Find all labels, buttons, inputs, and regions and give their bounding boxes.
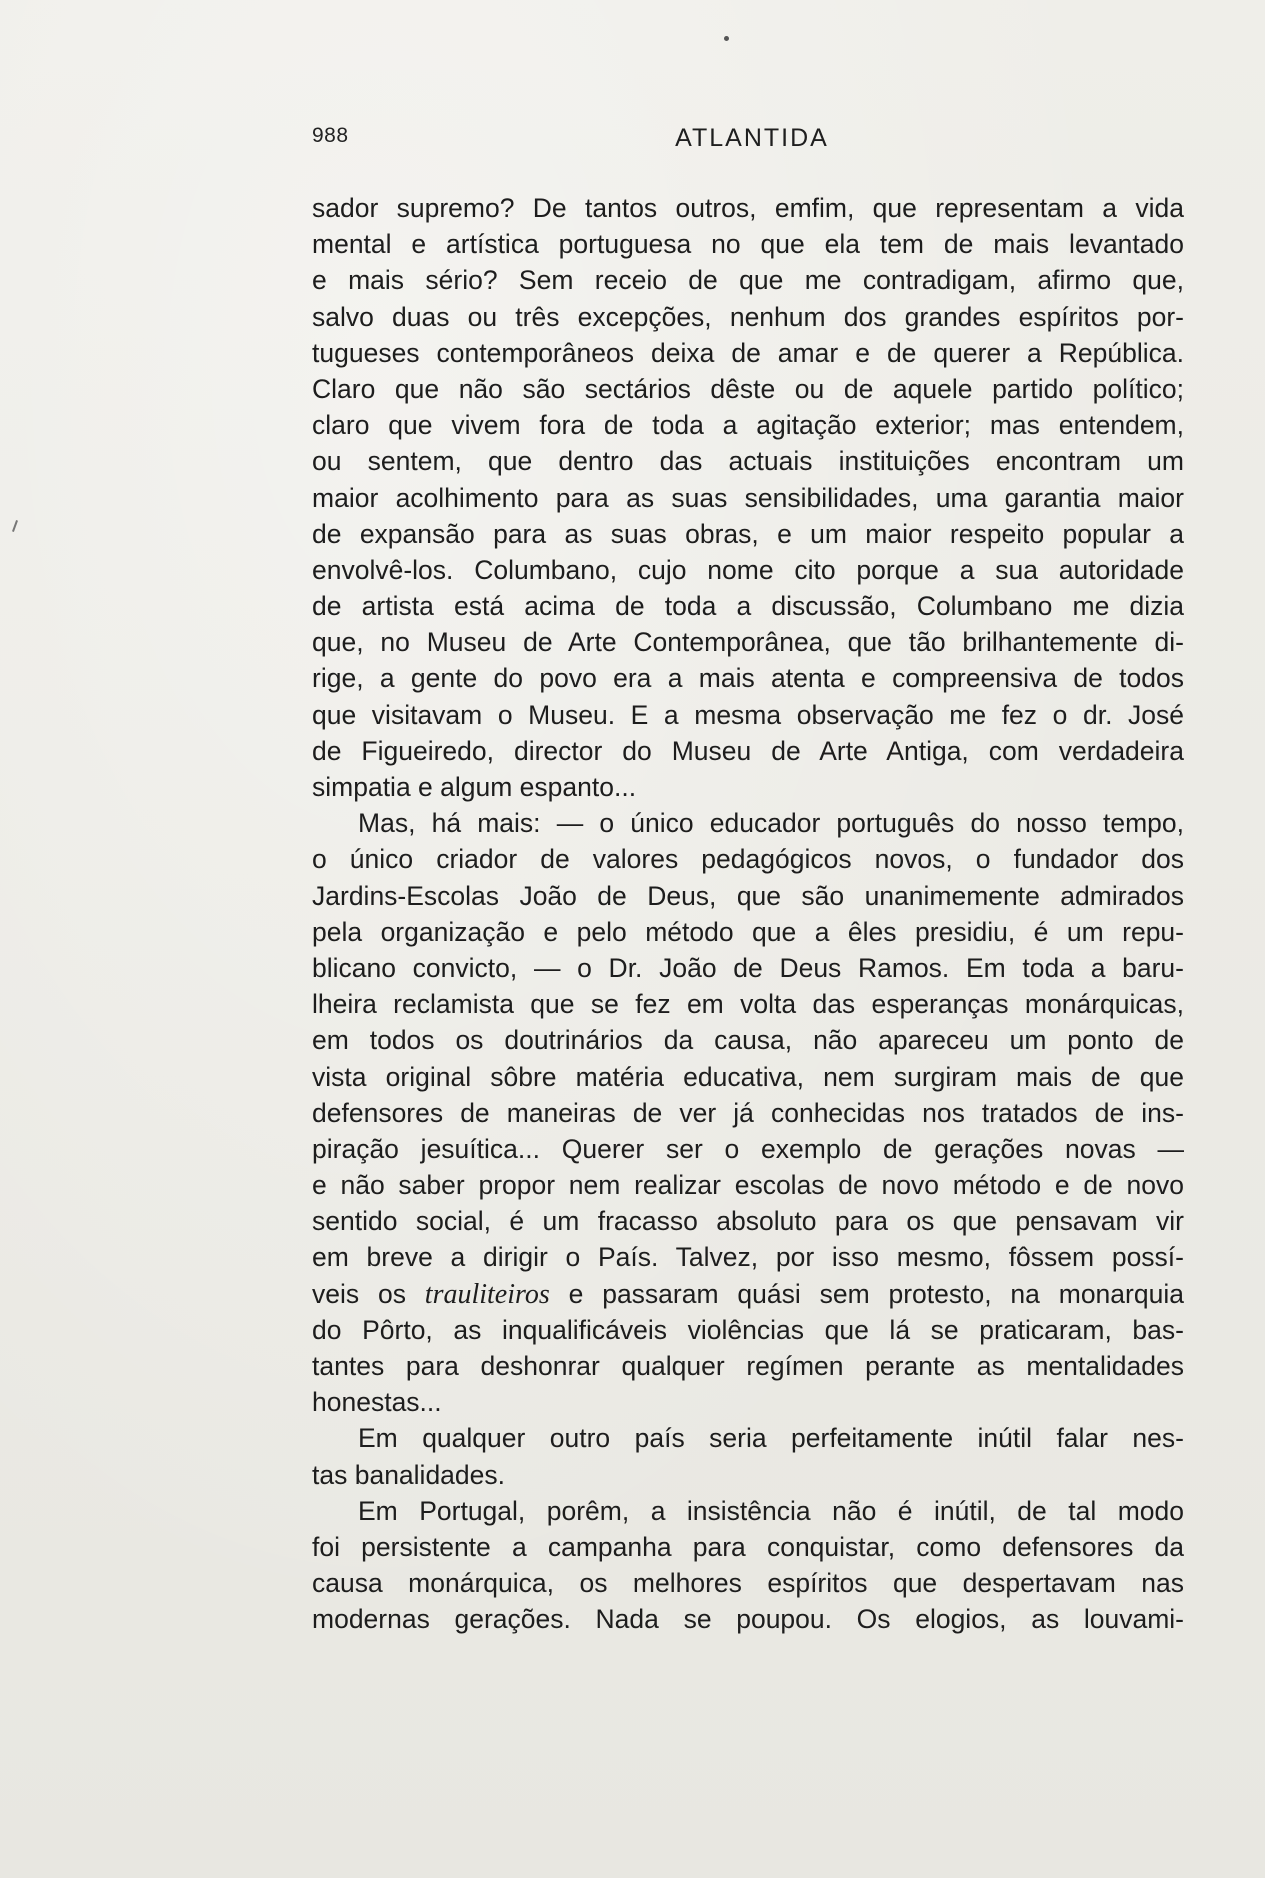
text-line: tas banalidades. bbox=[312, 1459, 506, 1490]
text-line: honestas... bbox=[312, 1387, 442, 1418]
text-line: foi persistente a campanha para conquistar, como defensores da bbox=[312, 1531, 1184, 1562]
margin-mark bbox=[12, 520, 18, 532]
text-line: mental e artística portuguesa no que ela tem de mais levantado bbox=[312, 229, 1184, 260]
text-line: vista original sôbre matéria educativa, nem surgiram mais de que bbox=[312, 1061, 1184, 1092]
ink-speck bbox=[724, 36, 729, 41]
text-line: sentido social, é um fracasso absoluto para os que pensavam vir bbox=[312, 1206, 1184, 1237]
page-number: 988 bbox=[312, 124, 349, 147]
paragraph-start-line: Em qualquer outro país seria perfeitamente inútil falar nes- bbox=[358, 1423, 1184, 1454]
text-line: piração jesuítica... Querer ser o exemplo de gerações novas — bbox=[312, 1133, 1184, 1164]
paragraph-start-line: Em Portugal, porêm, a insistência não é inútil, de tal modo bbox=[358, 1495, 1184, 1526]
article-body bbox=[312, 190, 1184, 1638]
text-line: em todos os doutrinários da causa, não apareceu um ponto de bbox=[312, 1025, 1184, 1056]
text-line: tugueses contemporâneos deixa de amar e de querer a República. bbox=[312, 337, 1184, 368]
running-head bbox=[312, 124, 1192, 154]
text-line: o único criador de valores pedagógicos novos, o fundador dos bbox=[312, 844, 1184, 875]
text-line: blicano convicto, — o Dr. João de Deus Ramos. Em toda a baru- bbox=[312, 952, 1184, 983]
text-line: modernas gerações. Nada se poupou. Os elogios, as louvami- bbox=[312, 1604, 1184, 1635]
text-fragment: e passaram quási sem protesto, na monarquia bbox=[568, 1278, 1184, 1309]
text-line: e mais sério? Sem receio de que me contradigam, afirmo que, bbox=[312, 265, 1184, 296]
text-line: de Figueiredo, director do Museu de Arte Antiga, com verdadeira bbox=[312, 735, 1184, 766]
text-line: do Pôrto, as inqualificáveis violências que lá se praticaram, bas- bbox=[312, 1314, 1184, 1345]
text-line: pela organização e pelo método que a êles presidiu, é um repu- bbox=[312, 916, 1184, 947]
text-line: causa monárquica, os melhores espíritos que despertavam nas bbox=[312, 1568, 1184, 1599]
text-line: salvo duas ou três excepções, nenhum dos grandes espíritos por- bbox=[312, 301, 1184, 332]
text-line: rige, a gente do povo era a mais atenta e compreensiva de todos bbox=[312, 663, 1184, 694]
text-line: de expansão para as suas obras, e um maior respeito popular a bbox=[312, 518, 1184, 549]
text-line: Claro que não são sectários dêste ou de aquele partido político; bbox=[312, 373, 1184, 404]
text-line: ou sentem, que dentro das actuais instituições encontram um bbox=[312, 446, 1184, 477]
text-line: maior acolhimento para as suas sensibilidades, uma garantia maior bbox=[312, 482, 1184, 513]
text-line: de artista está acima de toda a discussão, Columbano me dizia bbox=[312, 591, 1184, 622]
text-line: defensores de maneiras de ver já conhecidas nos tratados de ins- bbox=[312, 1097, 1184, 1128]
italic-term: trauliteiros bbox=[424, 1278, 550, 1310]
text-line: claro que vivem fora de toda a agitação exterior; mas entendem, bbox=[312, 410, 1184, 441]
text-line: que visitavam o Museu. E a mesma observação me fez o dr. José bbox=[312, 699, 1184, 730]
text-line: e não saber propor nem realizar escolas de novo método e de novo bbox=[312, 1170, 1184, 1201]
journal-title: ATLANTIDA bbox=[675, 124, 829, 152]
text-line: Jardins-Escolas João de Deus, que são unanimemente admirados bbox=[312, 880, 1184, 911]
text-line-with-italic bbox=[312, 1276, 1184, 1312]
text-fragment: veis os bbox=[312, 1278, 406, 1309]
text-line: envolvê-los. Columbano, cujo nome cito porque a sua autoridade bbox=[312, 554, 1184, 585]
text-line: em breve a dirigir o País. Talvez, por isso mesmo, fôssem possí- bbox=[312, 1242, 1184, 1273]
paragraph-start-line: Mas, há mais: — o único educador português do nosso tempo, bbox=[358, 808, 1184, 839]
text-line: lheira reclamista que se fez em volta das esperanças monárquicas, bbox=[312, 989, 1184, 1020]
text-line: sador supremo? De tantos outros, emfim, que representam a vida bbox=[312, 193, 1184, 223]
text-line: simpatia e algum espanto... bbox=[312, 772, 637, 802]
text-line: tantes para deshonrar qualquer regímen perante as mentalidades bbox=[312, 1351, 1184, 1381]
text-line: que, no Museu de Arte Contemporânea, que tão brilhantemente di- bbox=[312, 627, 1184, 658]
